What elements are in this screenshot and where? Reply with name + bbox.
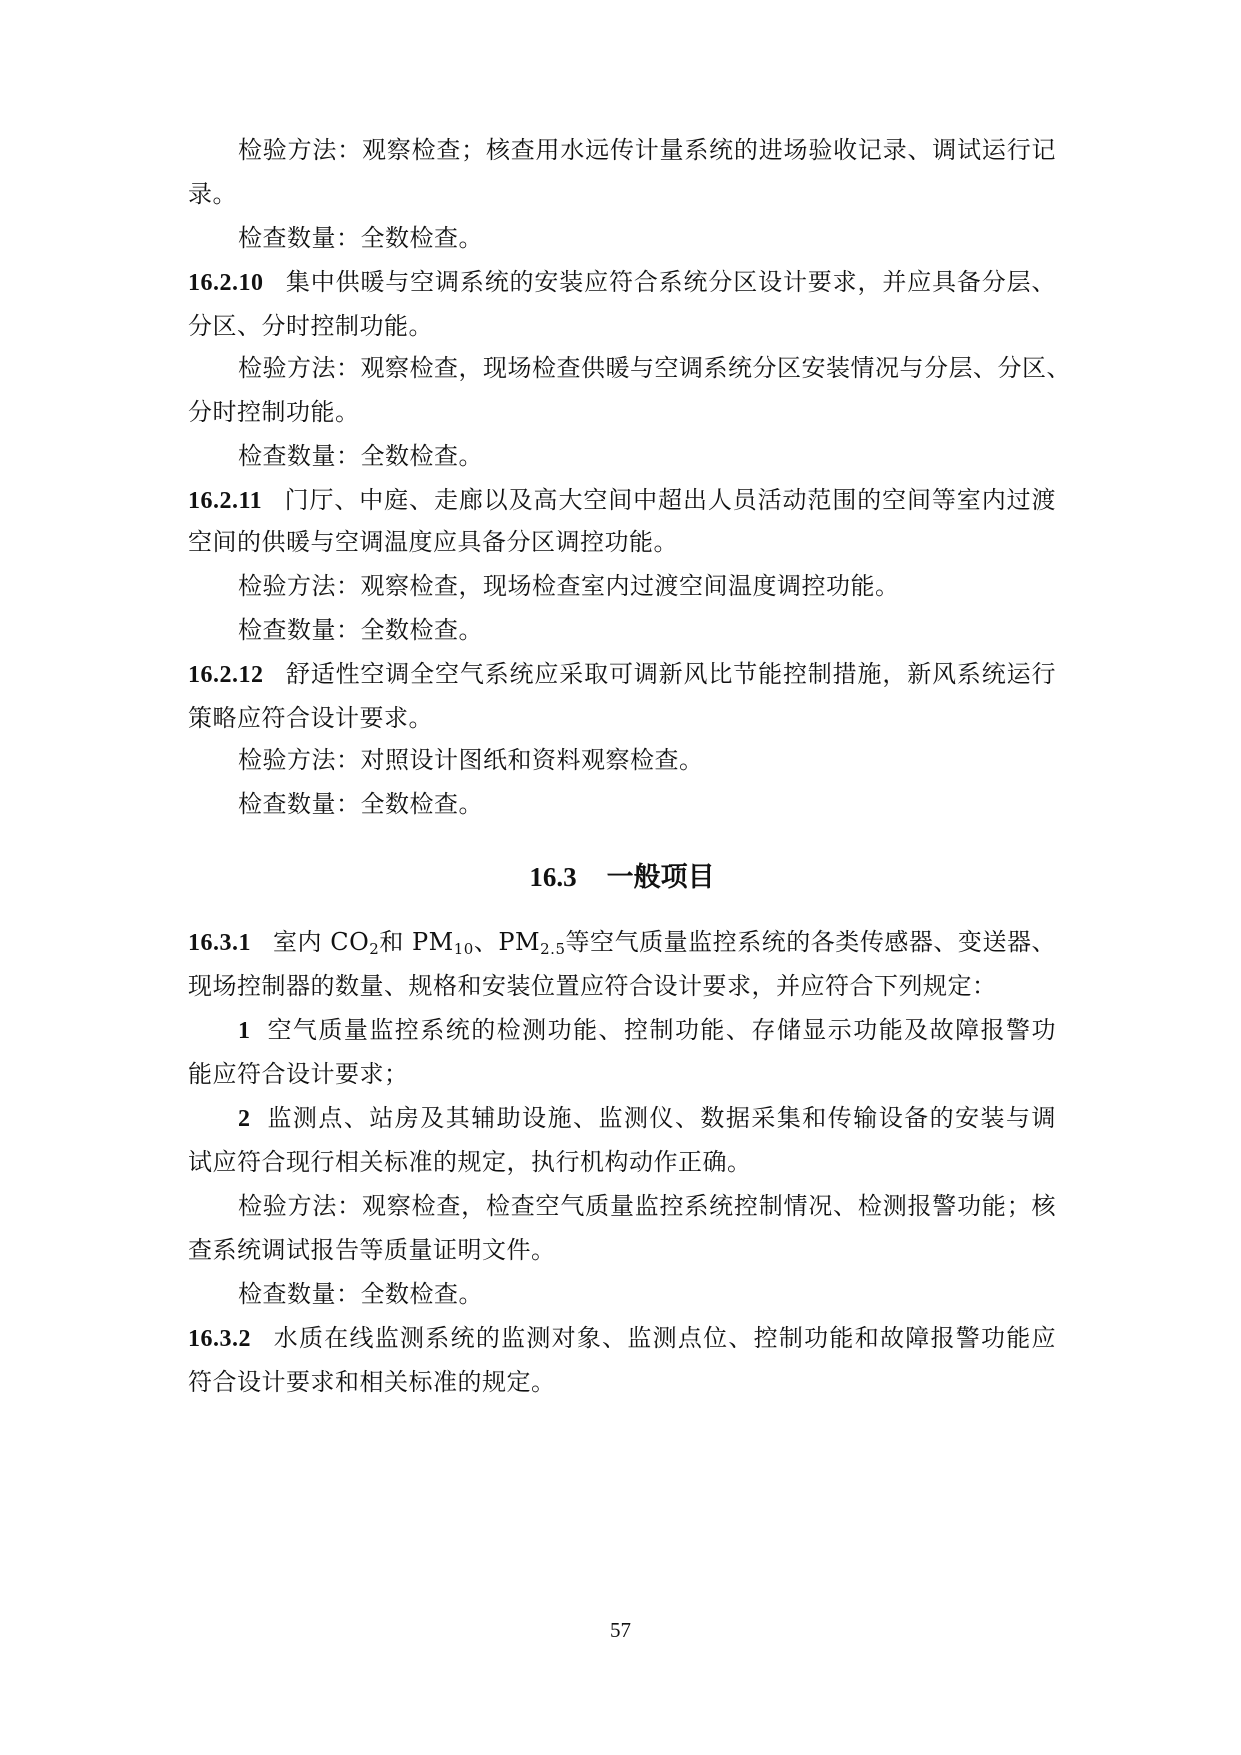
list-item-number: 1 (238, 1018, 251, 1044)
clause-number: 16.2.10 (188, 270, 264, 296)
clause-number: 16.3.2 (188, 1326, 251, 1352)
clause-text: 门厅、中庭、走廊以及高大空间中超出人员活动范围的空间等室内过渡 (284, 486, 1056, 514)
clause-16-2-10 (188, 260, 1056, 304)
section-title: 一般项目 (606, 862, 715, 893)
section-number: 16.3 (529, 862, 577, 892)
paragraph-line: 录。 (188, 180, 237, 208)
paragraph-line: 符合设计要求和相关标准的规定。 (188, 1368, 556, 1396)
clause-text: 室内 $CO_2$和 $PM_{10}$、$PM_{2.5}$等空气质量监控系统的各类传感器、变送器、 (273, 928, 1057, 958)
clause-number: 16.2.12 (188, 662, 264, 688)
clause-number: 16.2.11 (188, 488, 263, 514)
paragraph-line: 检验方法：观察检查，现场检查供暖与空调系统分区安装情况与分层、分区、 (238, 354, 1071, 382)
paragraph-line: 分区、分时控制功能。 (188, 312, 433, 340)
paragraph-line: 空间的供暖与空调温度应具备分区调控功能。 (188, 528, 678, 556)
paragraph-line: 能应符合设计要求； (188, 1060, 409, 1088)
paragraph-line: 检验方法：观察检查，现场检查室内过渡空间温度调控功能。 (238, 572, 900, 600)
paragraph-line: 分时控制功能。 (188, 398, 360, 426)
paragraph-line: 检查数量：全数检查。 (238, 790, 483, 818)
page-number: 57 (610, 1618, 631, 1642)
paragraph-line: 检查数量：全数检查。 (238, 442, 483, 470)
paragraph-line: 检查数量：全数检查。 (238, 616, 483, 644)
paragraph-line: 检查数量：全数检查。 (238, 224, 483, 252)
clause-16-2-11 (188, 478, 1056, 522)
list-item (238, 1008, 1056, 1052)
paragraph-line: 查系统调试报告等质量证明文件。 (188, 1236, 556, 1264)
list-item-number: 2 (238, 1106, 251, 1132)
paragraph-line: 试应符合现行相关标准的规定，执行机构动作正确。 (188, 1148, 752, 1176)
clause-text: 集中供暖与空调系统的安装应符合系统分区设计要求，并应具备分层、 (285, 268, 1056, 296)
paragraph-line: 策略应符合设计要求。 (188, 704, 433, 732)
clause-number: 16.3.1 (188, 930, 251, 956)
clause-16-3-2 (188, 1316, 1056, 1360)
list-item (238, 1096, 1056, 1140)
clause-text: 舒适性空调全空气系统应采取可调新风比节能控制措施，新风系统运行 (285, 660, 1056, 688)
clause-text: 水质在线监测系统的监测对象、监测点位、控制功能和故障报警功能应 (273, 1324, 1056, 1352)
list-item-text: 空气质量监控系统的检测功能、控制功能、存储显示功能及故障报警功 (266, 1016, 1056, 1044)
paragraph-line: 检查数量：全数检查。 (238, 1280, 483, 1308)
paragraph-line: 检验方法：对照设计图纸和资料观察检查。 (238, 746, 704, 774)
clause-16-2-12 (188, 652, 1056, 696)
section-heading (188, 852, 1056, 902)
clause-16-3-1 (188, 920, 1056, 964)
paragraph-line: 检验方法：观察检查，检查空气质量监控系统控制情况、检测报警功能；核 (238, 1192, 1056, 1220)
list-item-text: 监测点、站房及其辅助设施、监测仪、数据采集和传输设备的安装与调 (266, 1104, 1056, 1132)
paragraph-line: 检验方法：观察检查；核查用水远传计量系统的进场验收记录、调试运行记 (238, 136, 1056, 164)
paragraph-line: 现场控制器的数量、规格和安装位置应符合设计要求，并应符合下列规定： (188, 972, 997, 1000)
